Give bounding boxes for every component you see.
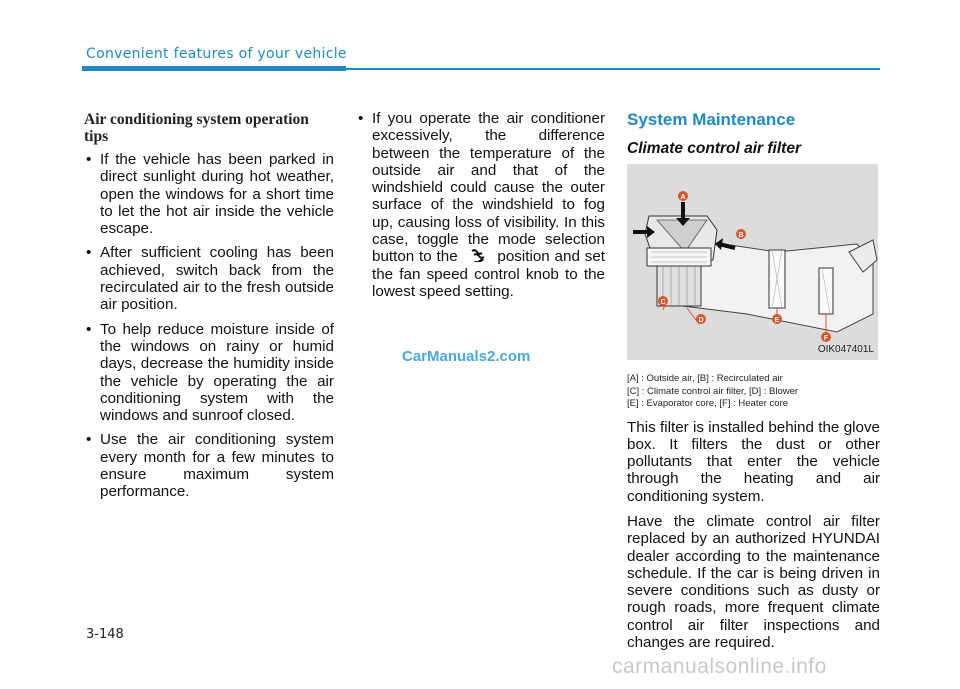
right-column [627, 110, 880, 651]
caption-line: [C] : Climate control air filter, [D] : Blower [627, 385, 799, 397]
air-filter-diagram [627, 164, 878, 360]
header-rule-thick [82, 66, 346, 71]
tips-heading: Air conditioning system operation tips [84, 111, 309, 145]
filter-replacement-note: Have the climate control air filter replaced by an authorized HYUNDAI dealer according to the maintenance schedule. If the car is being driven in severe conditions such as dusty or rough roads, more frequent climate control air filter inspections and changes are required. [627, 512, 880, 652]
label-b: B [738, 232, 744, 239]
caption-line: [A] : Outside air, [B] : Recirculated air [627, 373, 783, 384]
label-e: E [774, 317, 780, 324]
figure-code: OIK047401L [817, 343, 874, 355]
section-title: System Maintenance [627, 110, 796, 129]
watermark-link[interactable]: CarManuals2.com [402, 348, 531, 365]
tip-text-before-icon: If you operate the air conditioner excessively, the difference between the temperature of the outside air and that of the windshield could cause the outer surface of the windshield to fog up, causing loss of visibility. In this case, toggle the mode selection button to the [372, 110, 605, 266]
header-rule-thin [346, 68, 880, 70]
hvac-unit-illustration [627, 164, 878, 360]
tip-item: • Use the air conditioning system every month for a few minutes to ensure maximum system performance. [84, 431, 334, 500]
label-f: F [823, 335, 829, 342]
tip-item: • If the vehicle has been parked in direct sunlight during hot weather, open the windows for a short time to let the hot air inside the vehicle escape. [84, 151, 334, 237]
figure-caption [627, 373, 880, 411]
tip-item [356, 110, 605, 300]
tips-list [84, 151, 334, 501]
middle-column [356, 110, 605, 307]
tip-item: • After sufficient cooling has been achieved, switch back from the recirculated air to the fresh outside air position. [84, 244, 334, 313]
label-c: C [660, 299, 666, 306]
tips-list-continued [356, 110, 605, 300]
footer-watermark: carmanualsonline.info [612, 655, 827, 678]
caption-line: [E] : Evaporator core, [F] : Heater core [627, 398, 789, 409]
page-number: 3-148 [86, 627, 124, 642]
floor-defrost-mode-icon [463, 249, 493, 263]
tip-text-after-icon: position and set the fan speed control knob to the lowest speed setting. [372, 248, 605, 300]
chapter-title: Convenient features of your vehicle [86, 46, 347, 62]
tip-item: • To help reduce moisture inside of the windows on rainy or humid days, decrease the humidity inside the vehicle by operating the air conditioning system with the windows and sunroof closed. [84, 321, 334, 425]
left-column [84, 111, 334, 508]
filter-description: This filter is installed behind the glove box. It filters the dust or other pollutants that enter the vehicle through the heating and air conditioning system. [627, 418, 880, 505]
label-a: A [680, 194, 686, 201]
label-d: D [698, 317, 704, 324]
subsection-title: Climate control air filter [627, 140, 801, 157]
